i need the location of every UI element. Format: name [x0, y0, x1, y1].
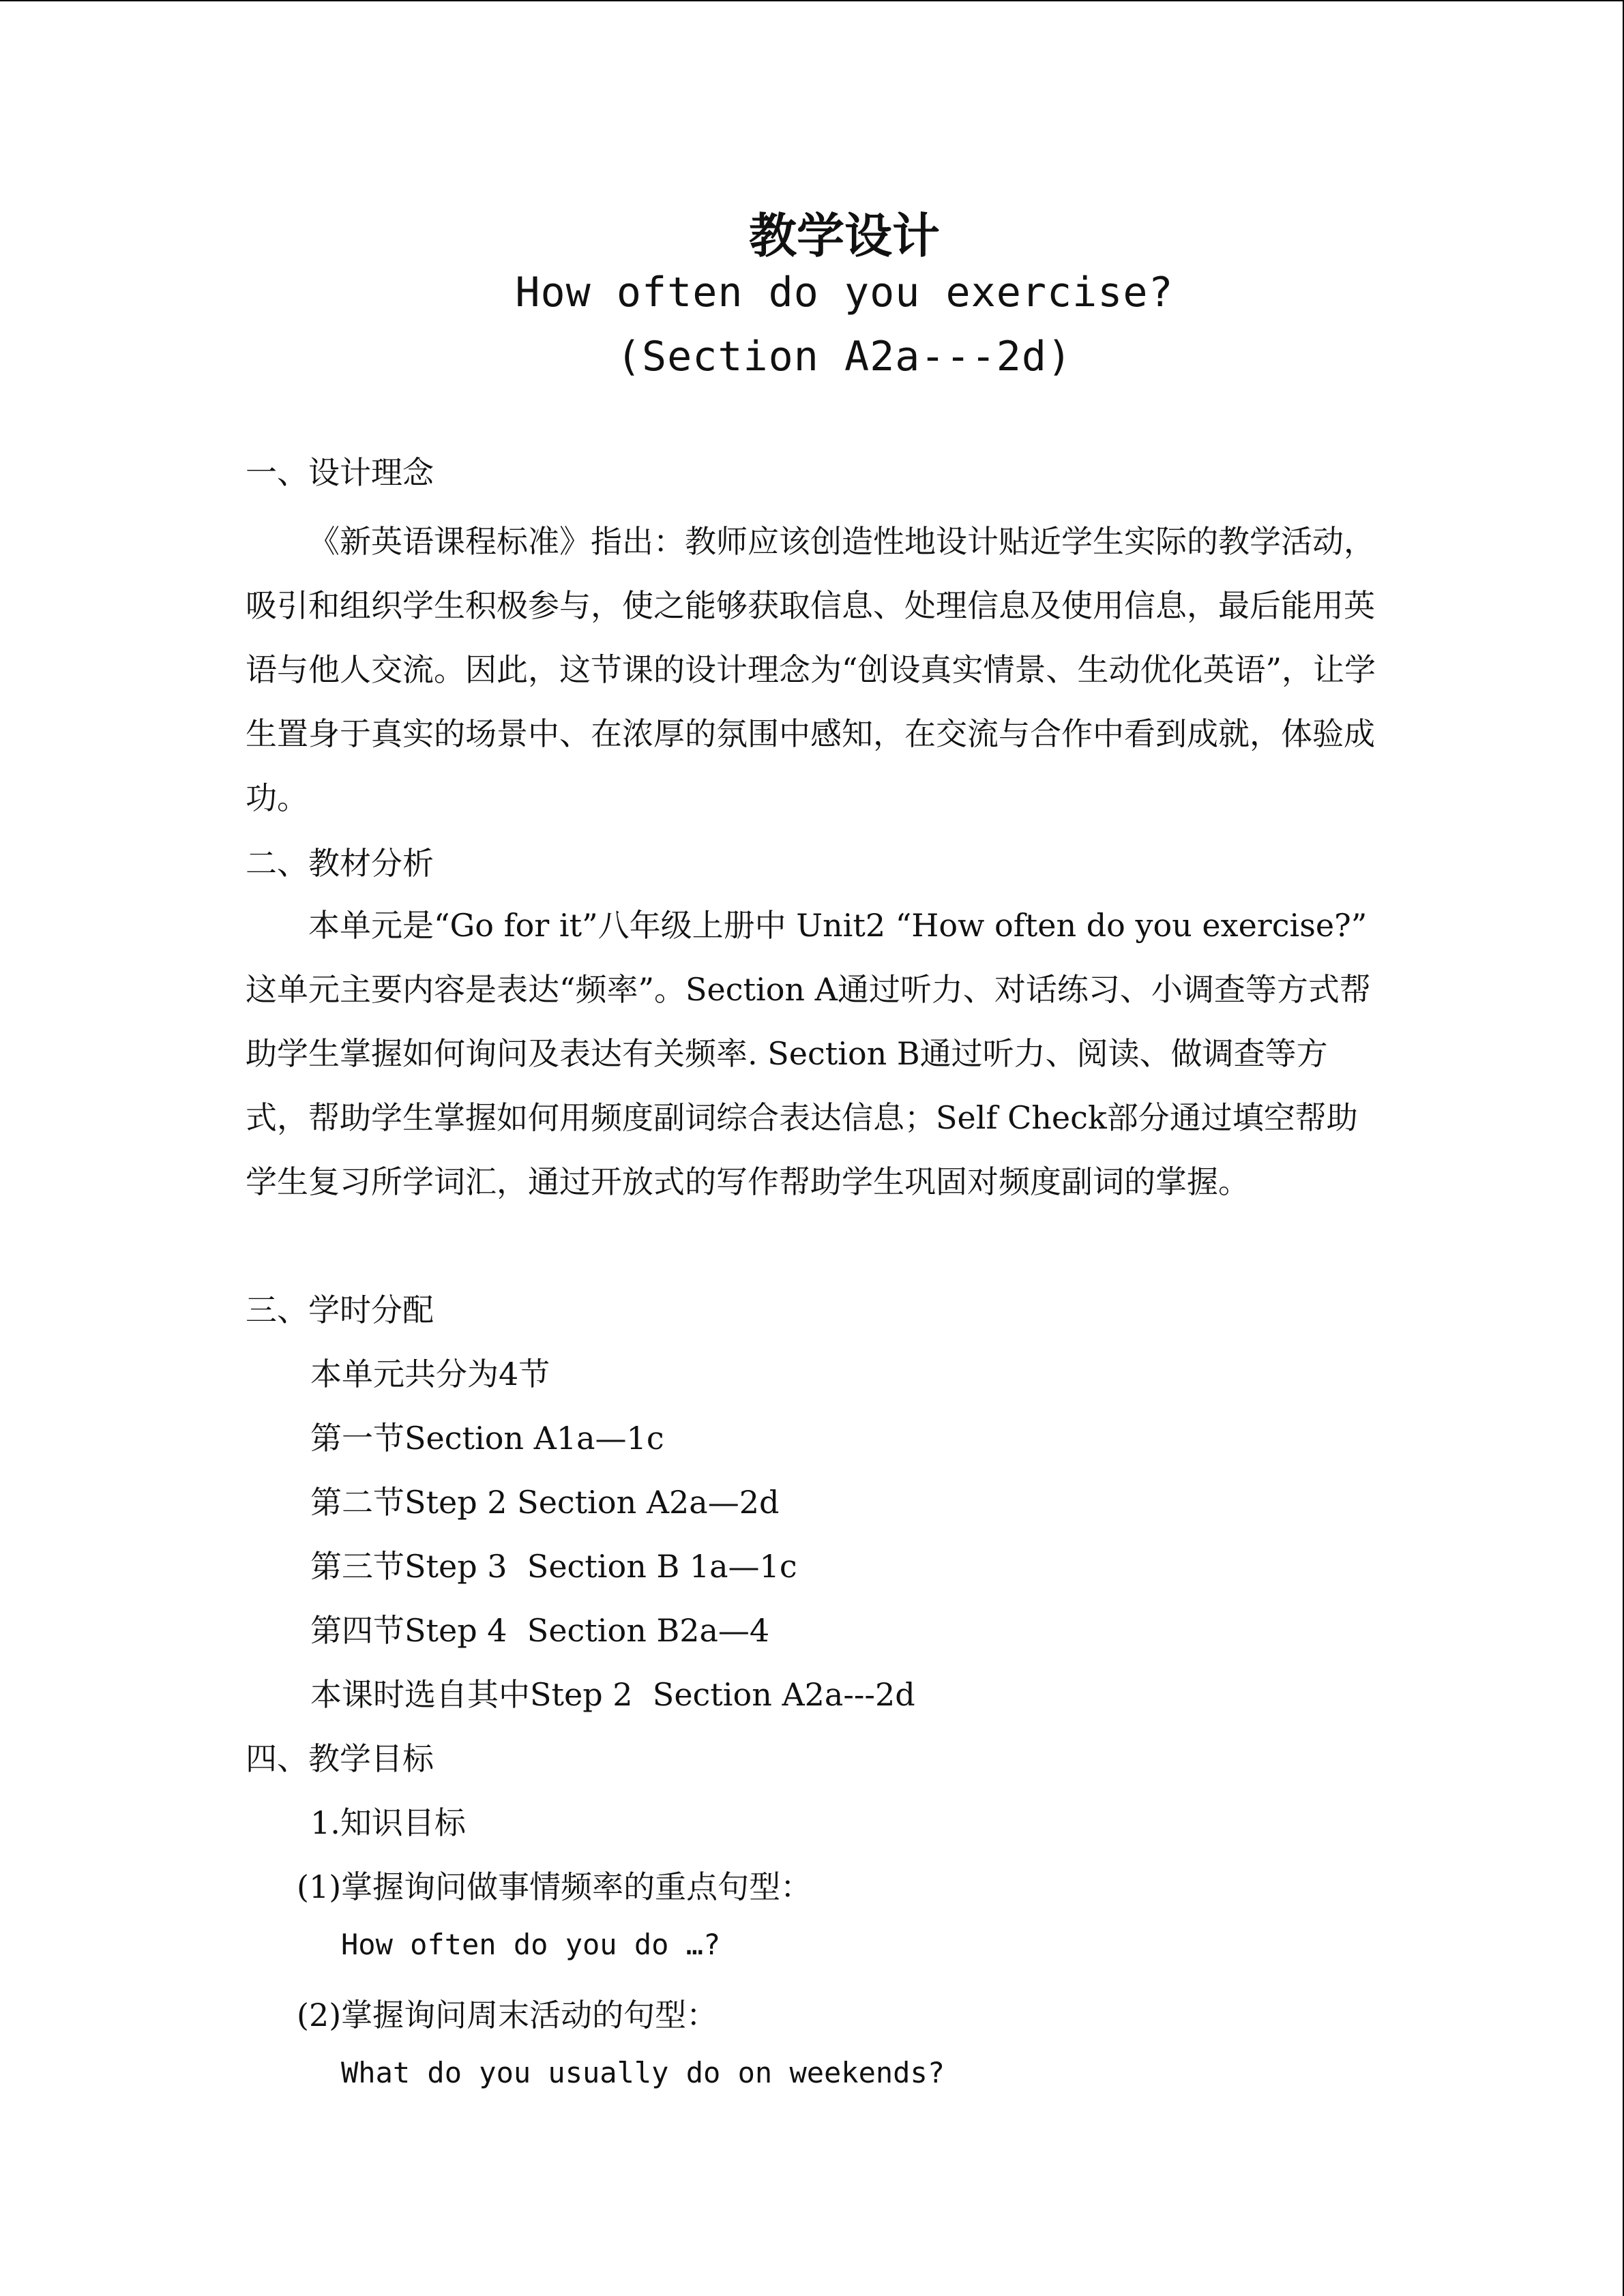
document-page — [0, 1, 1623, 2296]
section-heading-class-hours: 三、学时分配 — [246, 1292, 434, 1328]
section-heading-teaching-objectives: 四、教学目标 — [246, 1740, 434, 1777]
design-concept-paragraph — [246, 509, 1378, 830]
document-subtitle: How often do you exercise? — [515, 269, 1174, 316]
class-hours-line: 本单元共分为4节 — [310, 1356, 550, 1392]
class-hours-line: 第三节Step 3 Section B 1a—1c — [310, 1548, 797, 1585]
example-sentence: How often do you do …? — [341, 1928, 721, 1961]
document-subtitle-section: (Section A2a---2d) — [616, 333, 1073, 381]
section-heading-material-analysis: 二、教材分析 — [246, 845, 434, 882]
objective-subitem: (2)掌握询问周末活动的句型： — [297, 1997, 718, 2033]
objective-subitem: (1)掌握询问做事情频率的重点句型： — [297, 1868, 812, 1905]
objective-item: 1.知识目标 — [310, 1804, 466, 1841]
paragraph-text: 《新英语课程标准》指出：教师应该创造性地设计贴近学生实际的教学活动，吸引和组织学生积极参与，使之能够获取信息、处理信息及使用信息，最后能用英语与他人交流。因此，这节课的设计理念为“创设真实情景、生动优化英语”，让学生置身于真实的场景中、在浓厚的氛围中感知，在交流与合作中看到成就，体验成功。 — [246, 523, 1376, 816]
document-title: 教学设计 — [749, 208, 940, 264]
class-hours-line: 第一节Section A1a—1c — [310, 1420, 664, 1457]
class-hours-line: 第二节Step 2 Section A2a—2d — [310, 1484, 780, 1521]
example-sentence: What do you usually do on weekends? — [341, 2056, 945, 2089]
class-hours-line: 第四节Step 4 Section B2a—4 — [310, 1612, 770, 1649]
material-analysis-paragraph — [246, 893, 1378, 1214]
class-hours-line: 本课时选自其中Step 2 Section A2a---2d — [310, 1676, 915, 1713]
paragraph-text: 本单元是“Go for it”八年级上册中 Unit2 “How often do you exercise?” 这单元主要内容是表达“频率”。Section A通过听力、对话练习、小调查等方式帮助学生掌握如何询问及表达有关频率. Section B通过听力、阅读、做调查等方式，帮助学生掌握如何用频度副词综合表达信息；Self Check部分通过填空帮助学生复习所学词汇，通过开放式的写作帮助学生巩固对频度副词的掌握。 — [246, 907, 1371, 1200]
section-heading-design-concept: 一、设计理念 — [246, 454, 434, 491]
